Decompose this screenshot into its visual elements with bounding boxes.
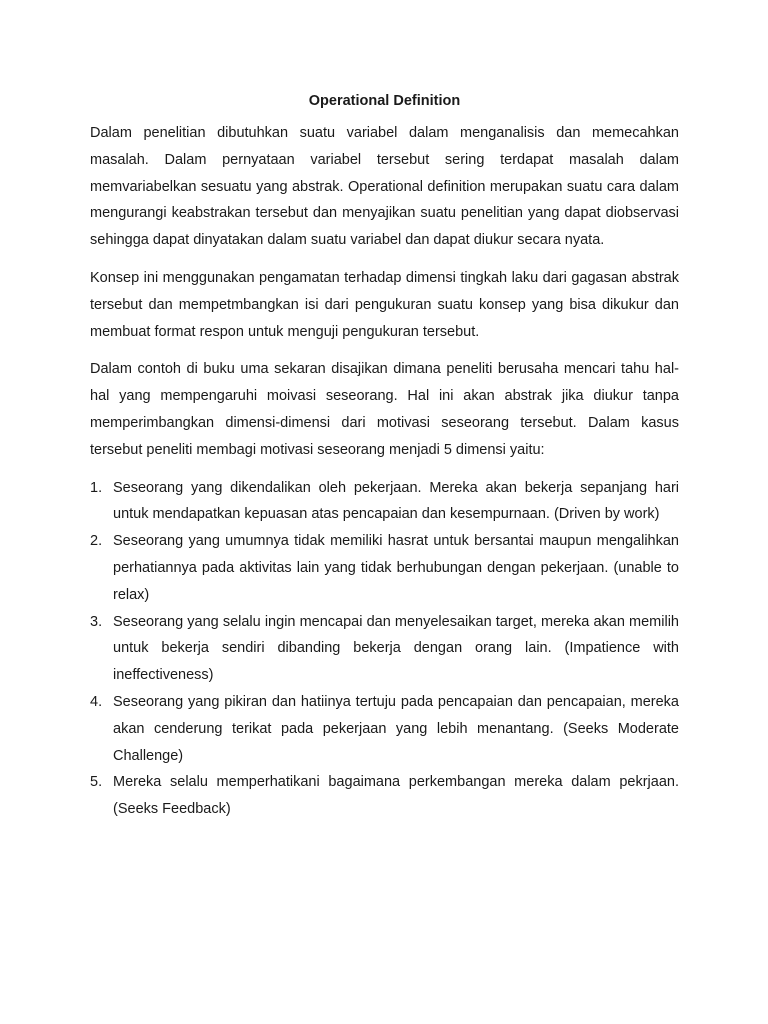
paragraph-2: Konsep ini menggunakan pengamatan terhadap dimensi tingkah laku dari gagasan abstrak tersebut dan mempetmbangkan isi dari pengukuran suatu konsep yang bisa dikukur dan membuat format respon untuk menguji pengukuran tersebut. [90, 269, 679, 340]
document-title: Operational Definition [308, 93, 461, 109]
list-item [90, 475, 679, 529]
dimension-list [90, 475, 679, 823]
list-item [90, 689, 679, 769]
list-text: Seseorang yang selalu ingin mencapai dan menyelesaikan target, mereka akan memilih untuk bekerja sendiri dibanding bekerja dengan orang lain. (Impatience with ineffectiveness) [113, 613, 679, 684]
list-number: 3. [90, 613, 103, 630]
list-text: Seseorang yang umumnya tidak memiliki hasrat untuk bersantai maupun mengalihkan perhatiannya pada aktivitas lain yang tidak berhubungan dengan pekerjaan. (unable to relax) [113, 533, 679, 603]
list-text: Seseorang yang dikendalikan oleh pekerjaan. Mereka akan bekerja sepanjang hari untuk mendapatkan kepuasan atas pencapaian dan kesempurnaan. (Driven by work) [113, 479, 679, 523]
list-item [90, 609, 679, 689]
list-number: 2. [90, 533, 103, 550]
paragraph-3: Dalam contoh di buku uma sekaran disajikan dimana peneliti berusaha mencari tahu hal-hal yang mempengaruhi moivasi seseorang. Hal ini akan abstrak jika diukur tanpa memperimbangkan dimensi-dimensi dari motivasi seseorang tersebut. Dalam kasus tersebut peneliti membagi motivasi seseorang menjadi 5 dimensi yaitu: [90, 361, 679, 458]
list-number: 4. [90, 693, 103, 710]
list-number: 1. [90, 479, 103, 496]
list-number: 5. [90, 774, 103, 791]
list-item [90, 769, 679, 823]
document-page [90, 88, 679, 823]
list-text: Seseorang yang pikiran dan hatiinya tertuju pada pencapaian dan pencapaian, mereka akan cenderung terikat pada pekerjaan yang lebih menantang. (Seeks Moderate Challenge) [113, 693, 679, 764]
list-text: Mereka selalu memperhatikani bagaimana perkembangan mereka dalam pekrjaan. (Seeks Feedback) [113, 774, 679, 818]
list-item [90, 528, 679, 608]
paragraph-1: Dalam penelitian dibutuhkan suatu variabel dalam menganalisis dan memecahkan masalah. Dalam pernyataan variabel tersebut sering terdapat masalah dalam memvariabelkan sesuatu yang abstrak. Operational definition merupakan suatu cara dalam mengurangi keabstrakan tersebut dan menyajikan suatu penelitian yang dapat diobservasi sehingga dapat dinyatakan dalam suatu variabel dan dapat diukur secara nyata. [90, 125, 679, 249]
